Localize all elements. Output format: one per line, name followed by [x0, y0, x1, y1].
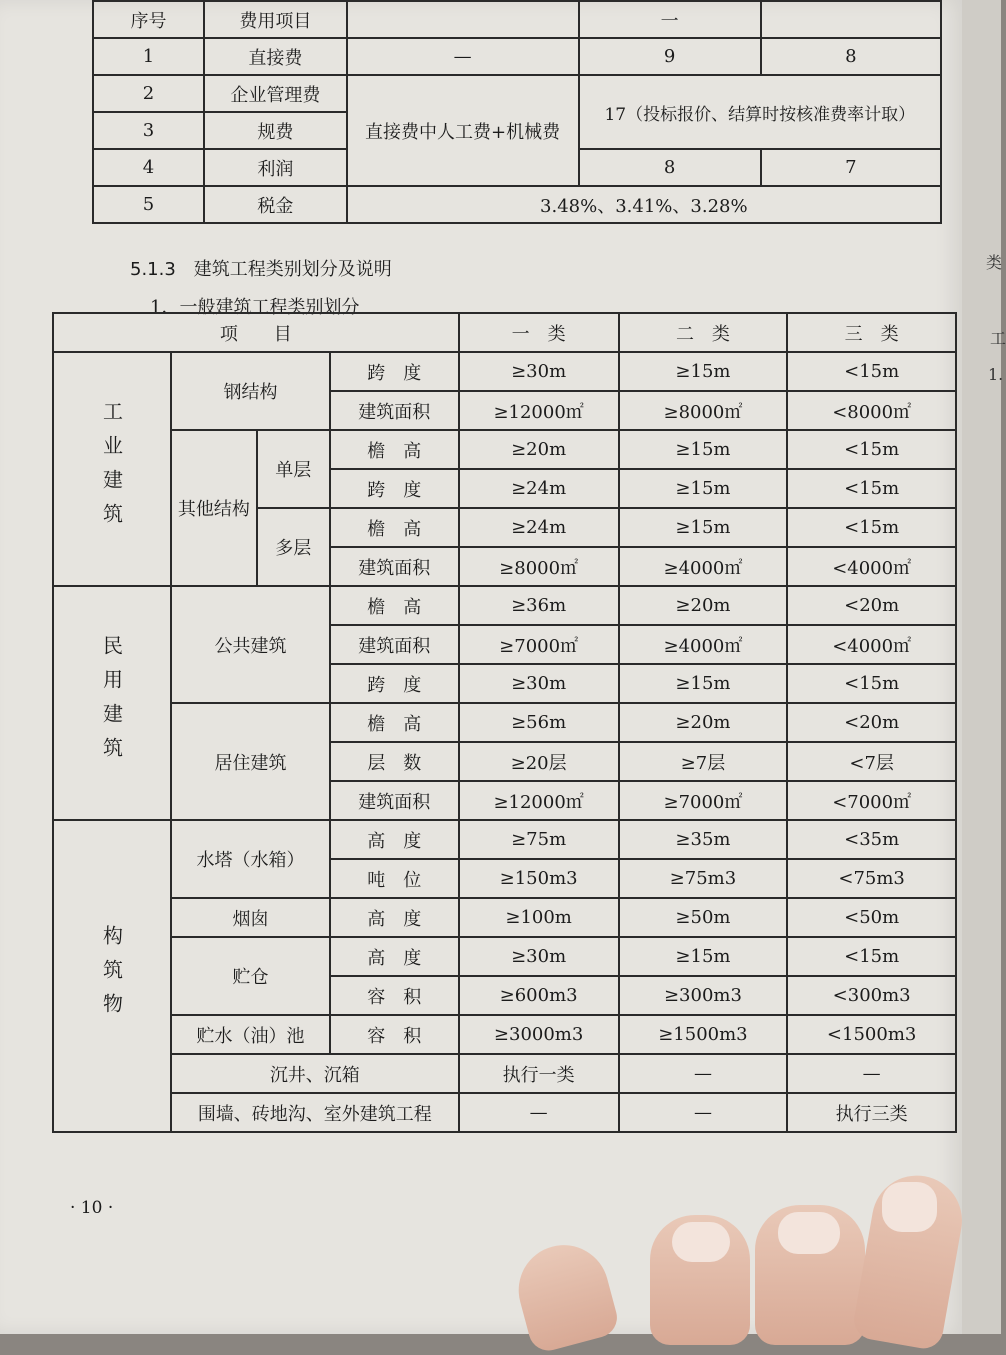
header-item: 项 目 — [53, 313, 459, 352]
row-attr: 建筑面积 — [330, 391, 459, 430]
header-index: 序号 — [93, 1, 204, 38]
cell-cat3: <8000㎡ — [787, 391, 956, 430]
fingernail — [672, 1222, 730, 1262]
row-basis: — — [347, 38, 579, 75]
table-row — [53, 430, 956, 469]
cell-cat3: <15m — [787, 508, 956, 547]
row-attr: 跨 度 — [330, 352, 459, 391]
cell-cat3: <15m — [787, 469, 956, 508]
row-attr: 建筑面积 — [330, 625, 459, 664]
table-row — [53, 586, 956, 625]
cell-cat2: ≥15m — [619, 937, 788, 976]
header-cat3: 三 类 — [787, 313, 956, 352]
row-attr: 建筑面积 — [330, 781, 459, 820]
row-name: 税金 — [204, 186, 347, 223]
row-attr: 高 度 — [330, 898, 459, 937]
subgroup-steel: 钢结构 — [171, 352, 330, 430]
cell-cat3: <7层 — [787, 742, 956, 781]
cell-cat2: ≥15m — [619, 664, 788, 703]
cell-cat2: ≥75m3 — [619, 859, 788, 898]
cell-cat2: ≥15m — [619, 508, 788, 547]
cell-cat1: ≥30m — [459, 664, 619, 703]
cell-cat2: ≥15m — [619, 352, 788, 391]
edge-char: 1. — [988, 365, 1004, 384]
cell-cat1: ≥8000㎡ — [459, 547, 619, 586]
row-num: 2 — [93, 75, 204, 112]
row-name: 规费 — [204, 112, 347, 149]
cell-cat1: 执行一类 — [459, 1054, 619, 1093]
table-header-row — [53, 313, 956, 352]
row-num: 3 — [93, 112, 204, 149]
cell-cat1: ≥20层 — [459, 742, 619, 781]
table-row — [53, 1093, 956, 1132]
classification-table — [52, 312, 957, 1133]
subgroup-multi: 多层 — [257, 508, 330, 586]
cell-cat1: ≥24m — [459, 469, 619, 508]
table-row — [93, 1, 941, 38]
next-page-edge — [962, 0, 1006, 1334]
subgroup-single: 单层 — [257, 430, 330, 508]
subgroup-public: 公共建筑 — [171, 586, 330, 703]
cell-cat3: <75m3 — [787, 859, 956, 898]
cell-cat2: ≥20m — [619, 703, 788, 742]
cell-cat1: — — [459, 1093, 619, 1132]
cell-cat2: ≥300m3 — [619, 976, 788, 1015]
row-basis: 直接费中人工费+机械费 — [347, 75, 579, 186]
header-dash: 一 — [579, 1, 761, 38]
cell-cat3: <50m — [787, 898, 956, 937]
section-title: 5.1.3 建筑工程类别划分及说明 — [130, 259, 392, 280]
cell-cat2: ≥15m — [619, 469, 788, 508]
table-row — [53, 820, 956, 859]
header-cat2: 二 类 — [619, 313, 788, 352]
cell-cat1: ≥56m — [459, 703, 619, 742]
group-civil: 民用建筑 — [53, 586, 171, 820]
fingernail — [778, 1212, 840, 1254]
cell-cat2: — — [619, 1093, 788, 1132]
cell-cat3: <7000㎡ — [787, 781, 956, 820]
page-number: · 10 · — [70, 1198, 114, 1218]
subgroup-residential: 居住建筑 — [171, 703, 330, 820]
cell-cat1: ≥7000㎡ — [459, 625, 619, 664]
row-attr: 跨 度 — [330, 469, 459, 508]
row-attr: 高 度 — [330, 937, 459, 976]
cell-cat3: <1500m3 — [787, 1015, 956, 1054]
cell-cat2: ≥50m — [619, 898, 788, 937]
row-attr: 层 数 — [330, 742, 459, 781]
row-attr: 檐 高 — [330, 703, 459, 742]
cell-cat3: <15m — [787, 937, 956, 976]
table-row — [93, 38, 941, 75]
row-value: 8 — [579, 149, 761, 186]
cell-cat1: ≥30m — [459, 937, 619, 976]
cell-cat1: ≥75m — [459, 820, 619, 859]
row-attr: 高 度 — [330, 820, 459, 859]
row-attr: 吨 位 — [330, 859, 459, 898]
cell-cat3: <35m — [787, 820, 956, 859]
cell-cat1: ≥600m3 — [459, 976, 619, 1015]
row-name: 利润 — [204, 149, 347, 186]
fee-table — [92, 0, 942, 224]
table-row — [53, 1054, 956, 1093]
cell-cat1: ≥24m — [459, 508, 619, 547]
cell-cat2: ≥7层 — [619, 742, 788, 781]
row-attr: 跨 度 — [330, 664, 459, 703]
cell-cat3: <15m — [787, 664, 956, 703]
table-row — [93, 75, 941, 112]
edge-char: 工 — [990, 329, 1006, 348]
cell-cat2: ≥35m — [619, 820, 788, 859]
row-value: 9 — [579, 38, 761, 75]
cell-cat1: ≥30m — [459, 352, 619, 391]
cell-cat2: ≥20m — [619, 586, 788, 625]
table-row — [53, 703, 956, 742]
table-row — [93, 186, 941, 223]
cell-cat1: ≥12000㎡ — [459, 391, 619, 430]
row-attr: 檐 高 — [330, 430, 459, 469]
subgroup-caisson: 沉井、沉箱 — [171, 1054, 459, 1093]
cell-cat2: ≥7000㎡ — [619, 781, 788, 820]
cell-cat3: — — [787, 1054, 956, 1093]
cell-cat3: <20m — [787, 586, 956, 625]
header-item: 费用项目 — [204, 1, 347, 38]
cell-cat1: ≥12000㎡ — [459, 781, 619, 820]
subgroup-chimney: 烟囱 — [171, 898, 330, 937]
subgroup-silo: 贮仓 — [171, 937, 330, 1015]
subgroup-water-tower: 水塔（水箱） — [171, 820, 330, 898]
cell-cat3: <300m3 — [787, 976, 956, 1015]
cell-cat3: <15m — [787, 352, 956, 391]
row-merged-value: 17（投标报价、结算时按核准费率计取） — [579, 75, 941, 149]
edge-char: 类 — [986, 253, 1003, 272]
header-cat1: 一 类 — [459, 313, 619, 352]
cell-cat3: <15m — [787, 430, 956, 469]
cell-cat3: <4000㎡ — [787, 625, 956, 664]
table-row — [53, 352, 956, 391]
row-attr: 檐 高 — [330, 508, 459, 547]
row-attr: 容 积 — [330, 1015, 459, 1054]
row-num: 5 — [93, 186, 204, 223]
cell-cat1: ≥36m — [459, 586, 619, 625]
group-industrial: 工业建筑 — [53, 352, 171, 586]
group-structure: 构筑物 — [53, 820, 171, 1132]
cell-cat1: ≥20m — [459, 430, 619, 469]
row-num: 4 — [93, 149, 204, 186]
cell-cat1: ≥100m — [459, 898, 619, 937]
cell-cat1: ≥150m3 — [459, 859, 619, 898]
row-num: 1 — [93, 38, 204, 75]
cell-cat1: ≥3000m3 — [459, 1015, 619, 1054]
cell-cat2: ≥4000㎡ — [619, 547, 788, 586]
subgroup-other: 其他结构 — [171, 430, 257, 586]
fingernail — [882, 1182, 937, 1232]
cell-cat3: <20m — [787, 703, 956, 742]
cell-cat3: <4000㎡ — [787, 547, 956, 586]
cell-cat2: ≥15m — [619, 430, 788, 469]
row-value: 7 — [761, 149, 941, 186]
cell-cat2: — — [619, 1054, 788, 1093]
cell-cat2: ≥4000㎡ — [619, 625, 788, 664]
table-row — [53, 937, 956, 976]
table-row — [53, 1015, 956, 1054]
subgroup-pool: 贮水（油）池 — [171, 1015, 330, 1054]
subgroup-wall: 围墙、砖地沟、室外建筑工程 — [171, 1093, 459, 1132]
subsection-title: 1．一般建筑工程类别划分 — [150, 297, 360, 318]
cell-cat3: 执行三类 — [787, 1093, 956, 1132]
row-name: 直接费 — [204, 38, 347, 75]
row-name: 企业管理费 — [204, 75, 347, 112]
cell-cat2: ≥8000㎡ — [619, 391, 788, 430]
row-attr: 建筑面积 — [330, 547, 459, 586]
row-attr: 容 积 — [330, 976, 459, 1015]
row-merged-value: 3.48%、3.41%、3.28% — [347, 186, 941, 223]
cell-cat2: ≥1500m3 — [619, 1015, 788, 1054]
row-value: 8 — [761, 38, 941, 75]
row-attr: 檐 高 — [330, 586, 459, 625]
table-row — [53, 898, 956, 937]
